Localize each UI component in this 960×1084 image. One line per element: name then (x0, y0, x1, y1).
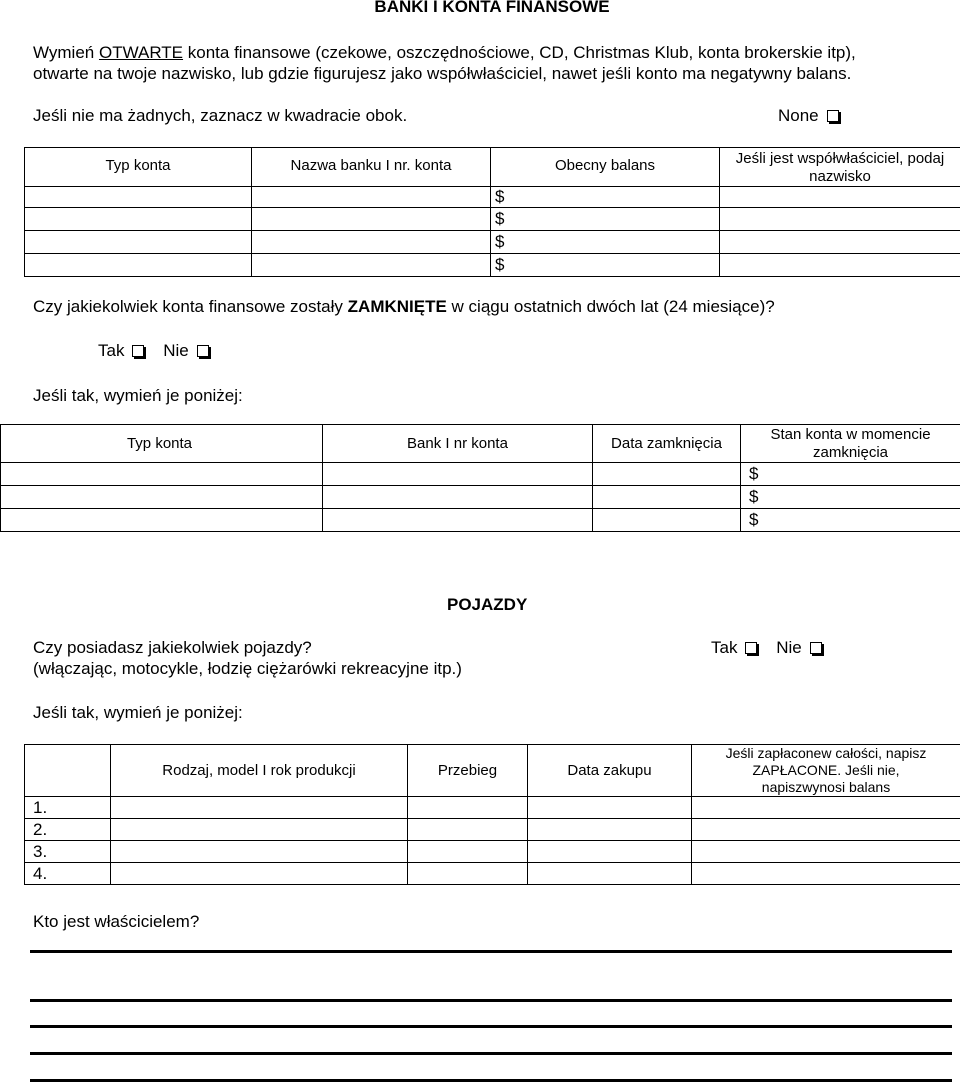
cell-closed-date[interactable] (593, 486, 741, 509)
header-closed-type: Typ konta (1, 425, 323, 463)
cell-balance[interactable]: $ (491, 231, 720, 254)
closed-question-a: Czy jakiekolwiek konta finansowe zostały (33, 297, 348, 316)
cell-bank[interactable] (252, 254, 491, 277)
cell-type[interactable] (25, 254, 252, 277)
owner-prompt: Kto jest właścicielem? (33, 912, 200, 931)
header-closed-balance (741, 425, 960, 463)
cell-closed-bank[interactable] (323, 486, 593, 509)
header-vehicle-purchase-date: Data zakupu (528, 745, 692, 797)
cell-closed-balance[interactable]: $ (741, 463, 960, 486)
cell-bank[interactable] (252, 231, 491, 254)
owner-answer-line[interactable] (30, 1079, 952, 1082)
intro-text-a: Wymień (33, 43, 99, 62)
header-vehicle-balance-line3: napiszwynosi balans (761, 779, 891, 795)
closed-word: ZAMKNIĘTE (347, 297, 447, 316)
header-co-owner-line1: Jeśli jest współwłaściciel, podaj (735, 150, 945, 167)
vehicles-question-line1: Czy posiadasz jakiekolwiek pojazdy? (33, 638, 312, 657)
cell-type[interactable] (25, 208, 252, 231)
header-closed-bank: Bank I nr konta (323, 425, 593, 463)
closed-yes-checkbox[interactable] (132, 345, 144, 357)
intro-line-3: Jeśli nie ma żadnych, zaznacz w kwadracie obok. (33, 106, 408, 125)
owner-answer-line[interactable] (30, 999, 952, 1002)
cell-vehicle-balance[interactable] (692, 841, 960, 863)
header-closed-balance-line1: Stan konta w momencie (770, 426, 931, 443)
vehicles-heading: POJAZDY (447, 595, 528, 614)
cell-closed-type[interactable] (1, 463, 323, 486)
vehicle-row-number: 2. (25, 819, 111, 841)
intro-text-b: konta finansowe (czekowe, oszczędnościowe, CD, Christmas Klub, konta brokerskie itp), (183, 43, 856, 62)
header-closed-date: Data zamknięcia (593, 425, 741, 463)
cell-closed-date[interactable] (593, 463, 741, 486)
cell-closed-date[interactable] (593, 509, 741, 532)
cell-balance[interactable]: $ (491, 208, 720, 231)
none-option (778, 105, 839, 126)
cell-vehicle-mileage[interactable] (408, 797, 528, 819)
closed-no-label: Nie (163, 341, 189, 360)
cell-vehicle-mileage[interactable] (408, 841, 528, 863)
vehicles-yes-label: Tak (711, 638, 738, 657)
closed-yes-no (98, 340, 209, 361)
cell-vehicle-balance[interactable] (692, 797, 960, 819)
closed-accounts-table (0, 424, 960, 532)
owner-answer-line[interactable] (30, 1025, 952, 1028)
cell-closed-bank[interactable] (323, 463, 593, 486)
vehicles-yes-checkbox[interactable] (745, 642, 757, 654)
vehicles-no-checkbox[interactable] (810, 642, 822, 654)
header-co-owner-line2: nazwisko (809, 168, 871, 185)
closed-no-checkbox[interactable] (197, 345, 209, 357)
header-bank-name: Nazwa banku I nr. konta (252, 148, 491, 187)
none-checkbox[interactable] (827, 110, 839, 122)
cell-vehicle-mileage[interactable] (408, 819, 528, 841)
cell-closed-bank[interactable] (323, 509, 593, 532)
vehicles-no-label: Nie (776, 638, 802, 657)
cell-vehicle-model[interactable] (111, 797, 408, 819)
header-current-balance: Obecny balans (491, 148, 720, 187)
cell-vehicle-mileage[interactable] (408, 863, 528, 885)
cell-closed-type[interactable] (1, 486, 323, 509)
vehicles-table (24, 744, 960, 885)
vehicle-row-number: 4. (25, 863, 111, 885)
cell-vehicle-date[interactable] (528, 819, 692, 841)
intro-open-word: OTWARTE (98, 43, 184, 62)
header-vehicle-balance-line1: Jeśli zapłaconew całości, napisz (725, 745, 927, 761)
cell-closed-type[interactable] (1, 509, 323, 532)
owner-answer-line[interactable] (30, 1052, 952, 1055)
cell-balance[interactable]: $ (491, 187, 720, 208)
none-label: None (778, 106, 819, 125)
header-vehicle-mileage: Przebieg (408, 745, 528, 797)
cell-vehicle-model[interactable] (111, 819, 408, 841)
header-vehicle-model: Rodzaj, model I rok produkcji (111, 745, 408, 797)
cell-bank[interactable] (252, 187, 491, 208)
cell-type[interactable] (25, 231, 252, 254)
cell-vehicle-balance[interactable] (692, 819, 960, 841)
vehicle-row-number: 3. (25, 841, 111, 863)
vehicles-list-prompt: Jeśli tak, wymień je poniżej: (33, 703, 243, 722)
cell-closed-balance[interactable]: $ (741, 509, 960, 532)
owner-answer-line[interactable] (30, 950, 952, 953)
cell-vehicle-date[interactable] (528, 797, 692, 819)
cell-co-owner[interactable] (720, 254, 960, 277)
closed-list-prompt: Jeśli tak, wymień je poniżej: (33, 386, 243, 405)
header-closed-balance-line2: zamknięcia (812, 444, 889, 461)
header-account-type: Typ konta (25, 148, 252, 187)
cell-vehicle-date[interactable] (528, 841, 692, 863)
intro-line-2: otwarte na twoje nazwisko, lub gdzie figurujesz jako współwłaściciel, nawet jeśli konto ma negatywny balans. (33, 64, 852, 83)
header-vehicle-balance-line2: ZAPŁACONE. Jeśli nie, (752, 762, 900, 778)
cell-vehicle-model[interactable] (111, 841, 408, 863)
cell-bank[interactable] (252, 208, 491, 231)
cell-co-owner[interactable] (720, 208, 960, 231)
vehicle-row-number: 1. (25, 797, 111, 819)
closed-yes-label: Tak (98, 341, 125, 360)
cell-closed-balance[interactable]: $ (741, 486, 960, 509)
cell-balance[interactable]: $ (491, 254, 720, 277)
header-co-owner (720, 148, 960, 187)
vehicles-yes-no (711, 637, 822, 658)
vehicles-question-line2: (włączając, motocykle, łodzię ciężarówki rekreacyjne itp.) (33, 659, 462, 678)
cell-vehicle-date[interactable] (528, 863, 692, 885)
cell-type[interactable] (25, 187, 252, 208)
header-vehicle-balance (692, 745, 960, 797)
cell-co-owner[interactable] (720, 187, 960, 208)
cell-vehicle-model[interactable] (111, 863, 408, 885)
closed-question (33, 296, 775, 317)
cell-co-owner[interactable] (720, 231, 960, 254)
page-title: BANKI I KONTA FINANSOWE (374, 0, 610, 16)
closed-question-b: w ciągu ostatnich dwóch lat (24 miesiące)? (446, 297, 775, 316)
header-vehicle-number (25, 745, 111, 797)
accounts-table (24, 147, 960, 277)
intro-line-1 (33, 42, 856, 63)
cell-vehicle-balance[interactable] (692, 863, 960, 885)
